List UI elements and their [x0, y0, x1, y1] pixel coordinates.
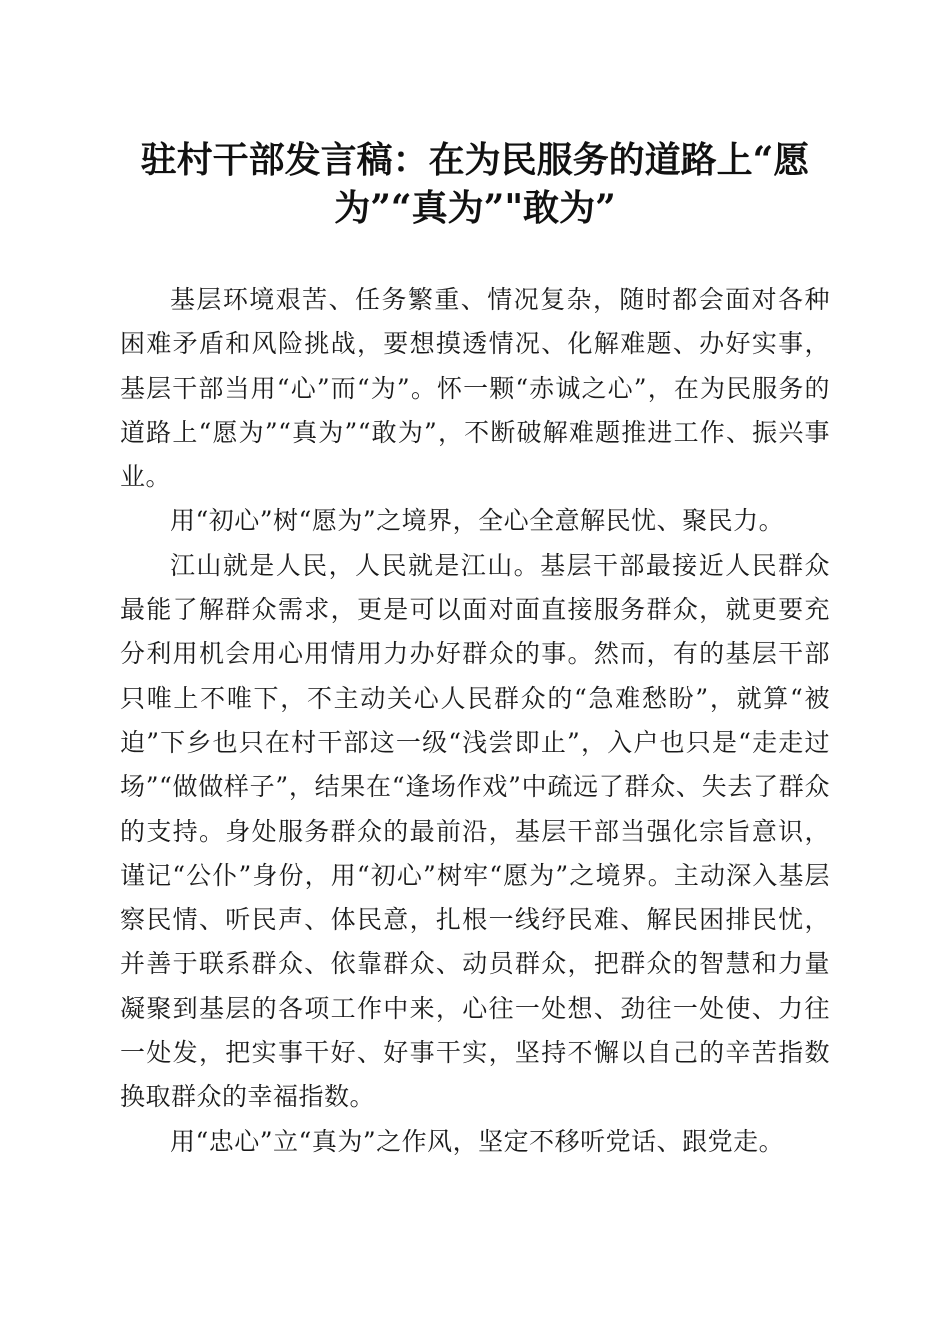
paragraph: 用“忠心”立“真为”之作风，坚定不移听党话、跟党走。 [170, 1126, 785, 1156]
document-title: 驻村干部发言稿：在为民服务的道路上“愿为”“真为”"敢为” [140, 139, 810, 229]
paragraph: 江山就是人民，人民就是江山。基层干部最接近人民群众最能了解群众需求，更是可以面对面直接服务群众，就更要充分利用机会用心用情用力办好群众的事。然而，有的基层干部只唯上不唯下，不主动关心人民群众的“急难愁盼”，就算“被迫”下乡也只在村干部这一级“浅尝即止”，入户也只是“走走过场”“做做样子”，结果在“逢场作戏”中疏远了群众、失去了群众的支持。身处服务群众的最前沿，基层干部当强化宗旨意识，谨记“公仆”身份，用“初心”树牢“愿为”之境界。主动深入基层察民情、听民声、体民意，扎根一线纾民难、解民困排民忧，并善于联系群众、依靠群众、动员群众，把群众的智慧和力量凝聚到基层的各项工作中来，心往一处想、劲往一处使、力往一处发，把实事干好、好事干实，坚持不懈以自己的辛苦指数换取群众的幸福指数。 [120, 550, 830, 1112]
paragraph: 基层环境艰苦、任务繁重、情况复杂，随时都会面对各种困难矛盾和风险挑战，要想摸透情况、化解难题、办好实事，基层干部当用“心”而“为”。怀一颗“赤诚之心”，在为民服务的道路上“愿为”“真为”“敢为”，不断破解难题推进工作、振兴事业。 [120, 285, 830, 492]
paragraph: 用“初心”树“愿为”之境界，全心全意解民忧、聚民力。 [170, 506, 785, 536]
document-body [120, 278, 830, 1164]
